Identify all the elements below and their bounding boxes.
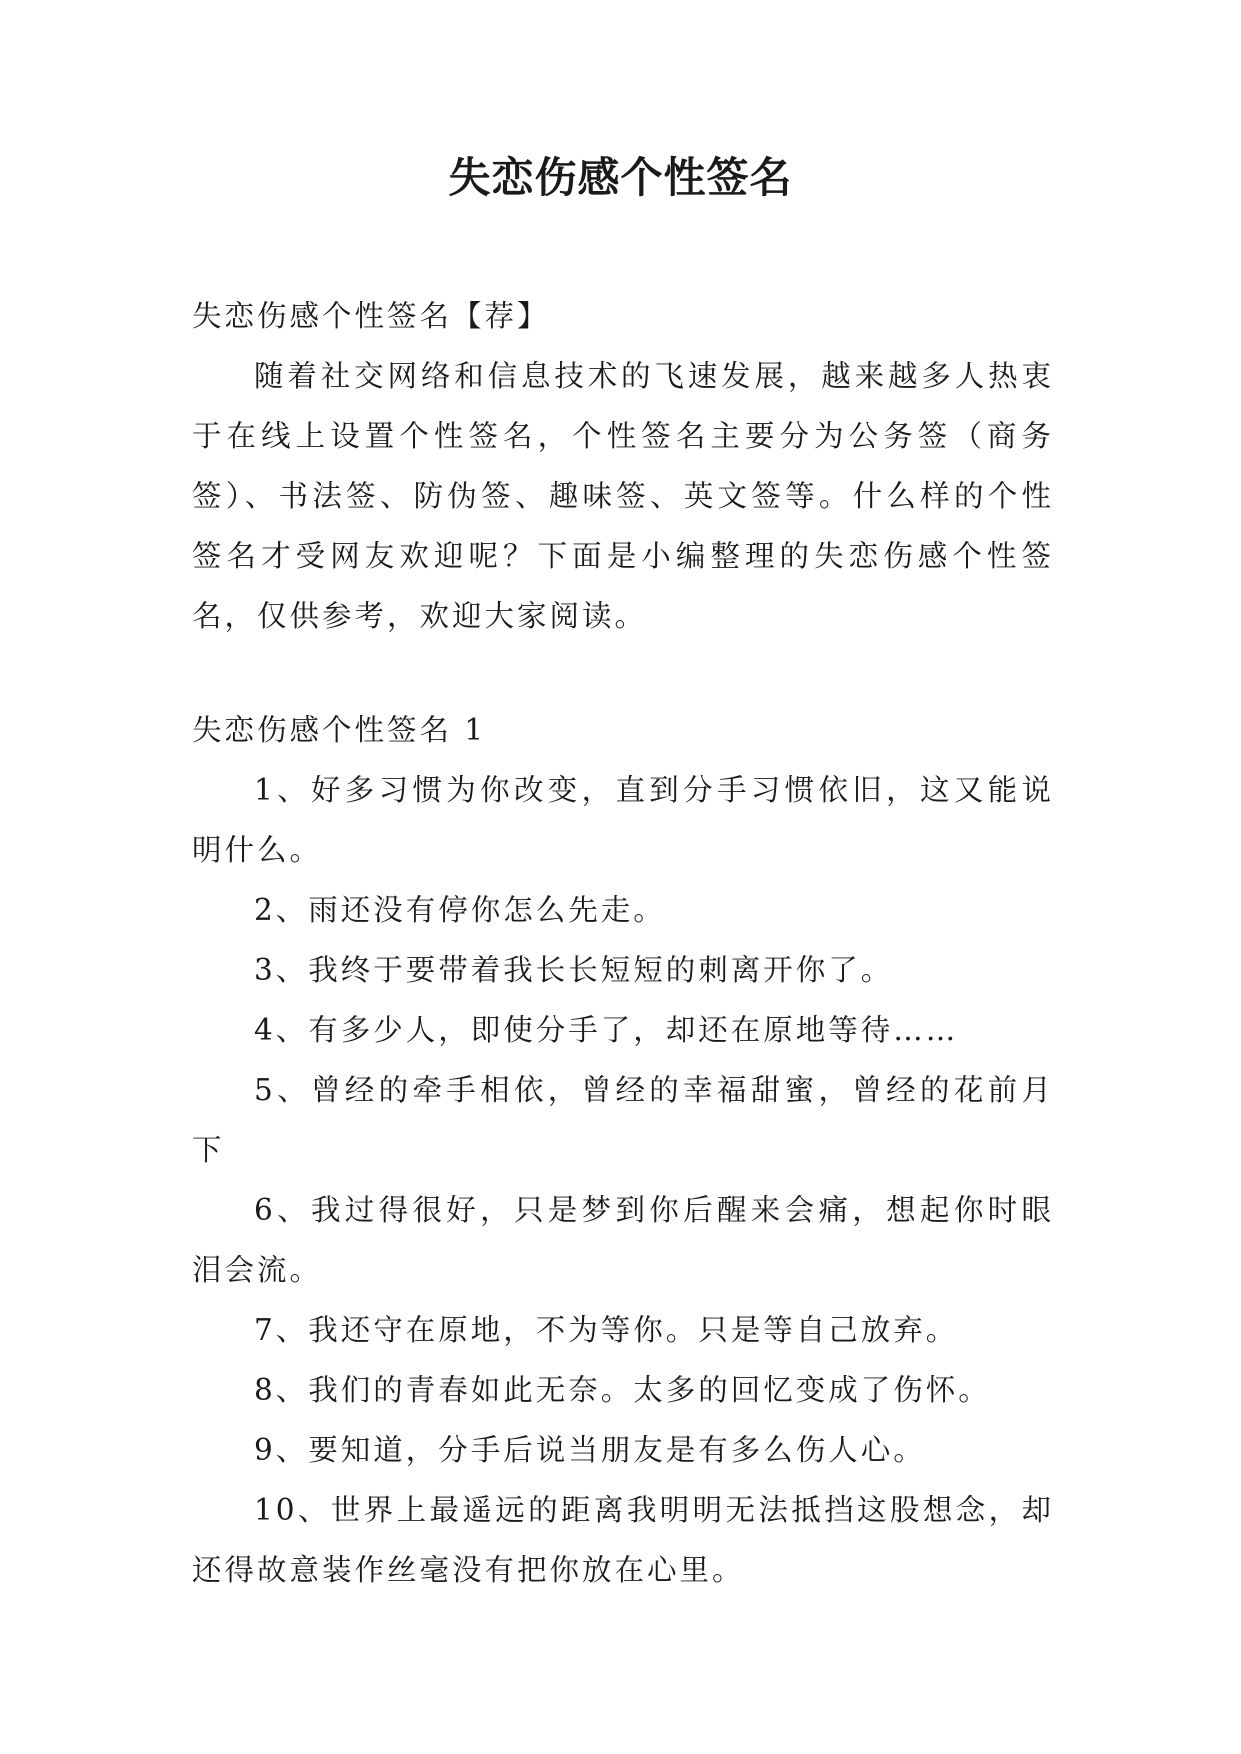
document-title: 失恋伤感个性签名 xyxy=(448,153,793,202)
list-item: 2、雨还没有停你怎么先走。 xyxy=(254,893,666,927)
paragraph-gap xyxy=(192,646,1054,700)
list-item: 7、我还守在原地，不为等你。只是等自己放弃。 xyxy=(254,1313,959,1347)
list-item: 9、要知道，分手后说当朋友是有多么伤人心。 xyxy=(254,1433,926,1467)
document-subtitle: 失恋伤感个性签名【荐】 xyxy=(192,299,550,333)
list-item: 3、我终于要带着我长长短短的刺离开你了。 xyxy=(254,953,894,987)
list-item: 6、我过得很好，只是梦到你后醒来会痛，想起你时眼泪会流。 xyxy=(192,1193,1054,1287)
intro-paragraph: 随着社交网络和信息技术的飞速发展，越来越多人热衷于在线上设置个性签名，个性签名主要分为公务签（商务签）、书法签、防伪签、趣味签、英文签等。什么样的个性签名才受网友欢迎呢？下面是小编整理的失恋伤感个性签名，仅供参考，欢迎大家阅读。 xyxy=(192,359,1054,633)
list-item: 1、好多习惯为你改变，直到分手习惯依旧，这又能说明什么。 xyxy=(192,773,1054,867)
list-item: 8、我们的青春如此无奈。太多的回忆变成了伤怀。 xyxy=(254,1373,991,1407)
list-item: 10、世界上最遥远的距离我明明无法抵挡这股想念，却还得故意装作丝毫没有把你放在心里。 xyxy=(192,1493,1054,1587)
list-item: 4、有多少人，即使分手了，却还在原地等待…… xyxy=(254,1013,959,1047)
section-heading: 失恋伤感个性签名 1 xyxy=(192,713,487,747)
list-item: 5、曾经的牵手相依，曾经的幸福甜蜜，曾经的花前月下 xyxy=(192,1073,1054,1167)
document-body xyxy=(192,286,1054,1600)
